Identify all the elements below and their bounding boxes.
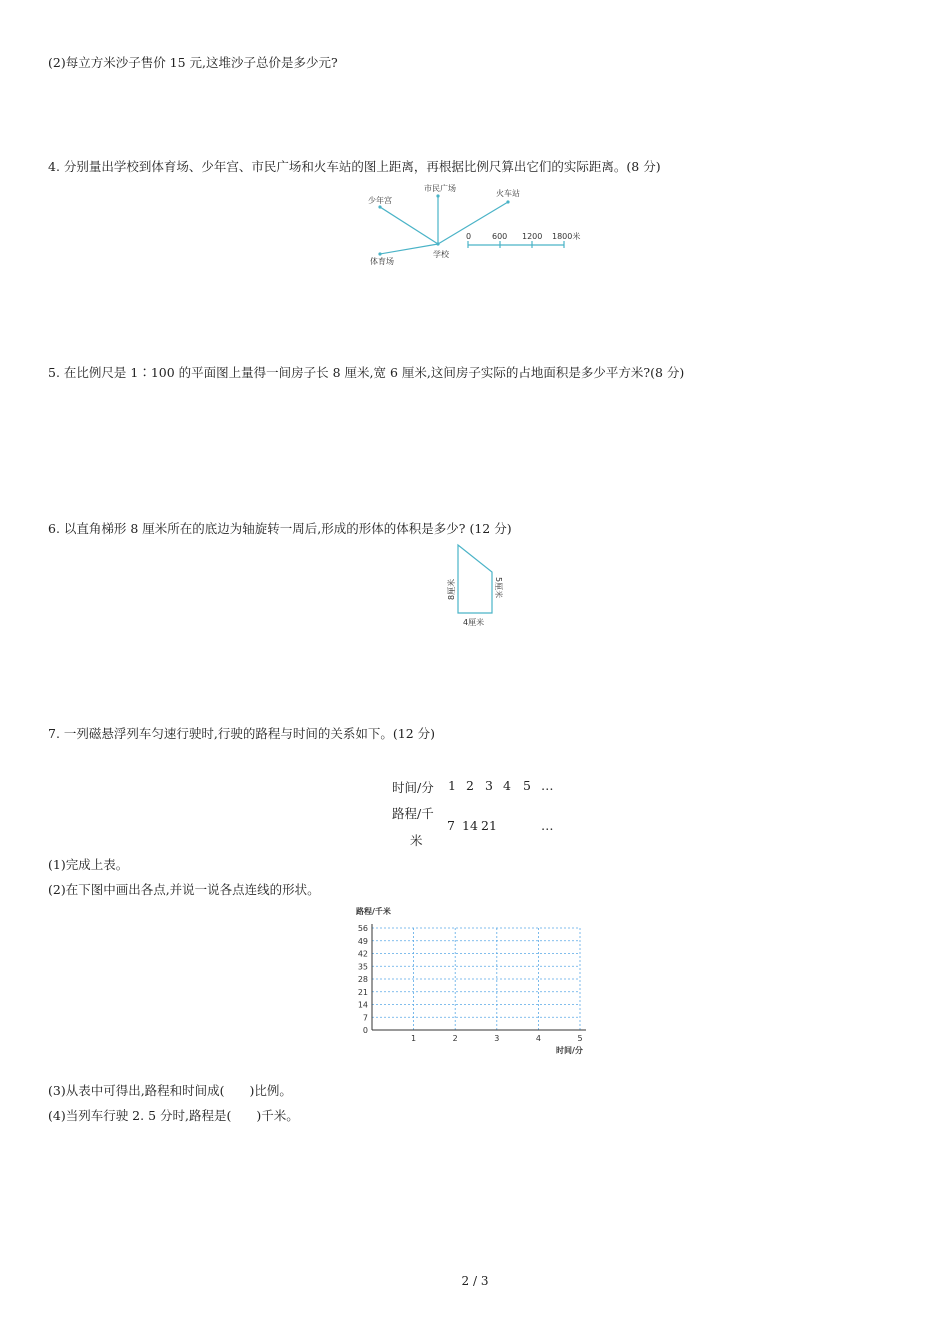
y-tick-label: 0 (362, 1026, 368, 1035)
scale-1200: 1200 (522, 232, 543, 241)
q6-text: 6. 以直角梯形 8 厘米所在的底边为轴旋转一周后,形成的形体的体积是多少? (12 分) (48, 521, 512, 536)
chart-ylabel: 路程/千米 (356, 907, 391, 916)
x-tick-label: 5 (577, 1034, 583, 1043)
table-cell: 2 (466, 778, 474, 793)
table-cell: 4 (503, 778, 511, 793)
table-row2-head: 路程/千 (392, 806, 434, 821)
table-cell: 7 (447, 818, 455, 833)
table-cell: 1 (448, 778, 456, 793)
q4-map-figure (350, 178, 600, 268)
line-to-tiyuchang (380, 244, 438, 254)
q7-sub3-text: (3)从表中可得出,路程和时间成( )比例。 (48, 1083, 292, 1098)
y-tick-label: 21 (357, 987, 368, 997)
y-tick-label: 56 (357, 924, 368, 933)
label-shaoniangong: 少年宫 (368, 196, 392, 205)
y-tick-label: 28 (357, 975, 368, 984)
y-tick-label: 35 (357, 962, 368, 972)
label-4cm: 4厘米 (463, 618, 485, 627)
x-tick-label: 2 (452, 1034, 458, 1043)
q7-sub1-text: (1)完成上表。 (48, 857, 129, 872)
label-tiyuchang: 体育场 (370, 257, 394, 266)
table-cell: 21 (481, 818, 497, 833)
table-row2-head-cont: 米 (410, 833, 423, 848)
q7-sub2-text: (2)在下图中画出各点,并说一说各点连线的形状。 (48, 882, 320, 897)
x-tick-label: 3 (494, 1034, 500, 1043)
y-tick-label: 14 (357, 1000, 368, 1010)
line-to-shaoniangong (380, 207, 438, 244)
q7-grid-chart (350, 902, 600, 1060)
scale-1800: 1800米 (552, 232, 581, 241)
table-cell: 5 (523, 778, 531, 793)
q7-sub4-text: (4)当列车行驶 2. 5 分时,路程是( )千米。 (48, 1108, 299, 1123)
label-xuexiao: 学校 (433, 250, 449, 259)
q3-sub2-text: (2)每立方米沙子售价 15 元,这堆沙子总价是多少元? (48, 55, 338, 70)
table-row1-head: 时间/分 (392, 780, 434, 795)
scale-600: 600 (492, 232, 508, 241)
y-tick-label: 7 (362, 1013, 368, 1023)
table-cell: … (541, 778, 554, 793)
label-5cm: 5厘米 (494, 577, 503, 599)
q7-text: 7. 一列磁悬浮列车匀速行驶时,行驶的路程与时间的关系如下。(12 分) (48, 726, 436, 741)
q6-trapezoid-figure (440, 540, 515, 630)
table-cell: 3 (485, 778, 493, 793)
scale-0: 0 (466, 232, 472, 241)
table-cell: … (541, 818, 554, 833)
label-shiminguangchang: 市民广场 (424, 184, 456, 193)
y-tick-label: 42 (357, 949, 368, 959)
label-8cm: 8厘米 (447, 578, 456, 600)
y-tick-label: 49 (357, 936, 368, 946)
x-tick-label: 1 (411, 1034, 417, 1043)
q5-text: 5. 在比例尺是 1∶100 的平面图上量得一间房子长 8 厘米,宽 6 厘米,这间房子实际的占地面积是多少平方米?(8 分) (48, 365, 685, 380)
x-tick-label: 4 (535, 1034, 541, 1043)
chart-xlabel: 时间/分 (556, 1046, 583, 1055)
page-number: 2 / 3 (461, 1274, 489, 1288)
table-cell: 14 (462, 818, 478, 833)
label-huochezhan: 火车站 (496, 189, 520, 198)
q4-text: 4. 分别量出学校到体育场、少年宫、市民广场和火车站的图上距离，再根据比例尺算出它们的实际距离。(8 分) (48, 159, 661, 174)
